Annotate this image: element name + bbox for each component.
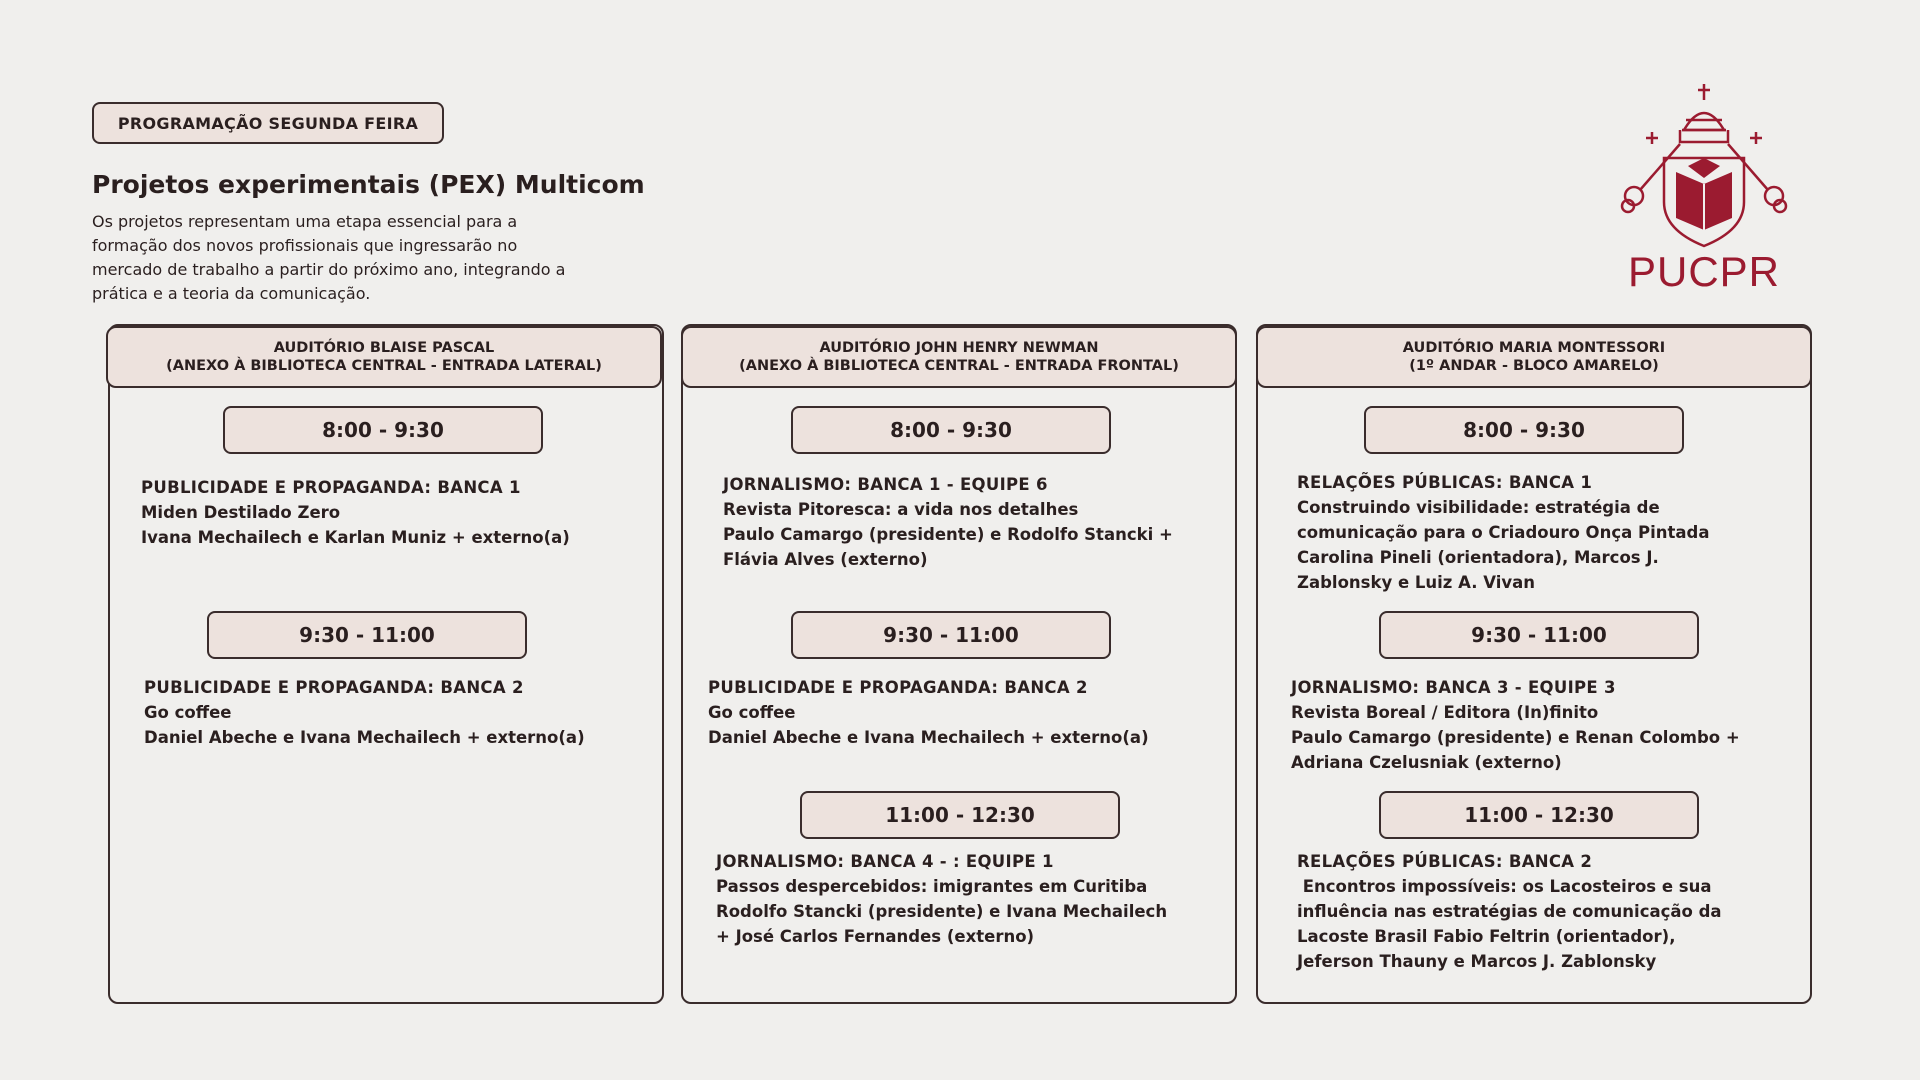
session-line: Paulo Camargo (presidente) e Rodolfo Stancki + bbox=[723, 525, 1173, 544]
time-slot-badge: 8:00 - 9:30 bbox=[791, 406, 1111, 454]
intro-text bbox=[92, 210, 632, 306]
session-block bbox=[1297, 470, 1817, 595]
session-line: + José Carlos Fernandes (externo) bbox=[716, 927, 1035, 946]
page-title: Projetos experimentais (PEX) Multicom bbox=[92, 170, 645, 199]
auditorium-header bbox=[106, 326, 662, 388]
auditorium-location: (1º ANDAR - BLOCO AMARELO) bbox=[1409, 358, 1659, 374]
session-block bbox=[1297, 849, 1817, 974]
time-slot-badge: 11:00 - 12:30 bbox=[800, 791, 1120, 839]
session-block bbox=[723, 472, 1243, 572]
session-line: Construindo visibilidade: estratégia de bbox=[1297, 498, 1660, 517]
session-heading: JORNALISMO: BANCA 3 - EQUIPE 3 bbox=[1291, 678, 1616, 697]
auditorium-location: (ANEXO À BIBLIOTECA CENTRAL - ENTRADA LATERAL) bbox=[166, 358, 602, 374]
session-line: Flávia Alves (externo) bbox=[723, 550, 928, 569]
session-line: Revista Pitoresca: a vida nos detalhes bbox=[723, 500, 1079, 519]
session-line: Passos despercebidos: imigrantes em Curitiba bbox=[716, 877, 1148, 896]
session-line: Lacoste Brasil Fabio Feltrin (orientador), bbox=[1297, 927, 1676, 946]
session-line: Revista Boreal / Editora (In)finito bbox=[1291, 703, 1599, 722]
session-line: Adriana Czelusniak (externo) bbox=[1291, 753, 1562, 772]
session-heading: JORNALISMO: BANCA 1 - EQUIPE 6 bbox=[723, 475, 1048, 494]
intro-line: formação dos novos profissionais que ingressarão no bbox=[92, 236, 518, 255]
session-line: comunicação para o Criadouro Onça Pintada bbox=[1297, 523, 1710, 542]
session-line: Go coffee bbox=[144, 703, 232, 722]
day-tag: PROGRAMAÇÃO SEGUNDA FEIRA bbox=[92, 102, 444, 144]
intro-line: mercado de trabalho a partir do próximo ano, integrando a bbox=[92, 260, 566, 279]
session-block bbox=[716, 849, 1236, 949]
intro-line: Os projetos representam uma etapa essencial para a bbox=[92, 212, 518, 231]
session-heading: PUBLICIDADE E PROPAGANDA: BANCA 1 bbox=[141, 478, 521, 497]
session-block bbox=[141, 475, 661, 550]
session-line: Rodolfo Stancki (presidente) e Ivana Mechailech bbox=[716, 902, 1168, 921]
session-heading: PUBLICIDADE E PROPAGANDA: BANCA 2 bbox=[144, 678, 524, 697]
session-line: Go coffee bbox=[708, 703, 796, 722]
intro-line: prática e a teoria da comunicação. bbox=[92, 284, 371, 303]
auditorium-name: AUDITÓRIO MARIA MONTESSORI bbox=[1402, 340, 1666, 356]
session-block bbox=[1291, 675, 1811, 775]
session-line: Daniel Abeche e Ivana Mechailech + externo(a) bbox=[144, 728, 585, 747]
session-heading: RELAÇÕES PÚBLICAS: BANCA 2 bbox=[1297, 852, 1593, 871]
session-line: Ivana Mechailech e Karlan Muniz + externo(a) bbox=[141, 528, 570, 547]
session-line: Carolina Pineli (orientadora), Marcos J. bbox=[1297, 548, 1659, 567]
session-line: Encontros impossíveis: os Lacosteiros e sua bbox=[1297, 877, 1712, 896]
time-slot-badge: 9:30 - 11:00 bbox=[791, 611, 1111, 659]
session-heading: RELAÇÕES PÚBLICAS: BANCA 1 bbox=[1297, 473, 1593, 492]
session-line: Zablonsky e Luiz A. Vivan bbox=[1297, 573, 1536, 592]
auditorium-header bbox=[1256, 326, 1812, 388]
time-slot-badge: 9:30 - 11:00 bbox=[1379, 611, 1699, 659]
time-slot-badge: 11:00 - 12:30 bbox=[1379, 791, 1699, 839]
session-line: Miden Destilado Zero bbox=[141, 503, 341, 522]
auditorium-name: AUDITÓRIO JOHN HENRY NEWMAN bbox=[819, 340, 1099, 356]
time-slot-badge: 8:00 - 9:30 bbox=[1364, 406, 1684, 454]
brand-name: PUCPR bbox=[1627, 248, 1781, 295]
time-slot-badge: 9:30 - 11:00 bbox=[207, 611, 527, 659]
session-line: Jeferson Thauny e Marcos J. Zablonsky bbox=[1297, 952, 1657, 971]
time-slot-badge: 8:00 - 9:30 bbox=[223, 406, 543, 454]
session-block bbox=[144, 675, 664, 750]
session-heading: JORNALISMO: BANCA 4 - : EQUIPE 1 bbox=[716, 852, 1054, 871]
session-line: Daniel Abeche e Ivana Mechailech + externo(a) bbox=[708, 728, 1149, 747]
session-heading: PUBLICIDADE E PROPAGANDA: BANCA 2 bbox=[708, 678, 1088, 697]
auditorium-location: (ANEXO À BIBLIOTECA CENTRAL - ENTRADA FRONTAL) bbox=[739, 358, 1179, 374]
session-line: influência nas estratégias de comunicação da bbox=[1297, 902, 1722, 921]
session-line: Paulo Camargo (presidente) e Renan Colombo + bbox=[1291, 728, 1740, 747]
auditorium-name: AUDITÓRIO BLAISE PASCAL bbox=[273, 340, 495, 356]
auditorium-header bbox=[681, 326, 1237, 388]
session-block bbox=[708, 675, 1228, 750]
